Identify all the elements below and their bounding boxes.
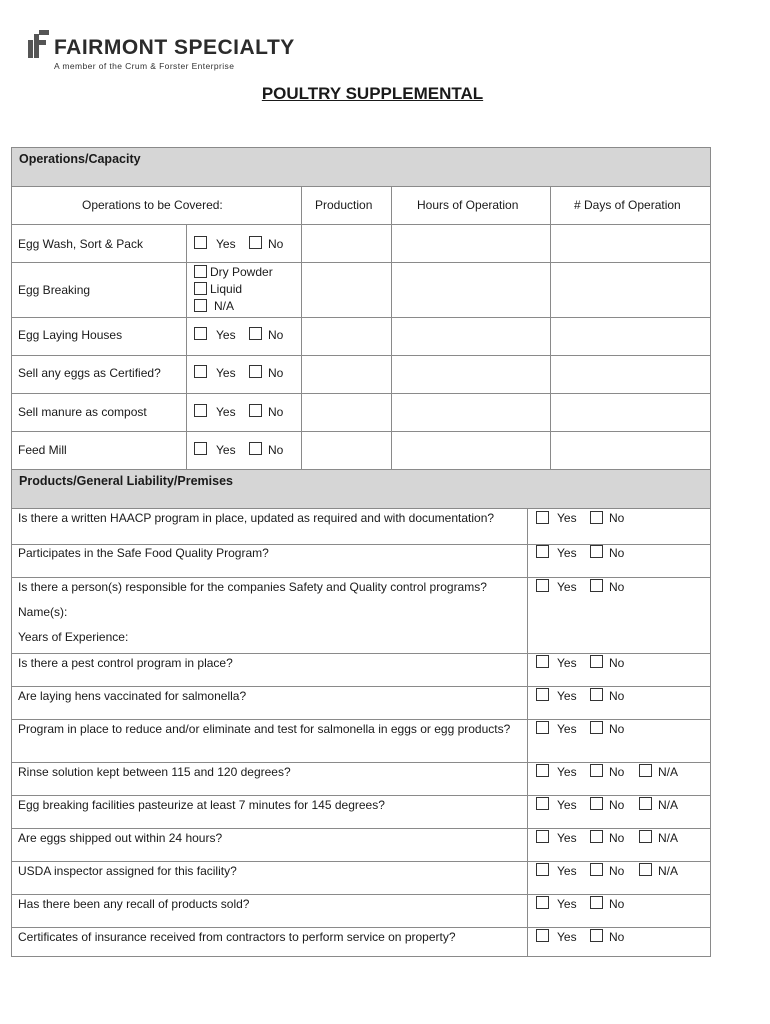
col-header-production: Production <box>315 198 373 212</box>
option-label: N/A <box>658 798 679 812</box>
option-label: No <box>609 580 625 594</box>
checkbox-no[interactable] <box>590 655 603 668</box>
checkbox-no[interactable] <box>590 764 603 777</box>
option-label: No <box>609 930 625 944</box>
question-text: Egg breaking facilities pasteurize at least 7 minutes for 145 degrees? <box>18 798 385 812</box>
option-label: No <box>268 405 284 419</box>
option-label: Yes <box>557 511 577 525</box>
option-label: Yes <box>557 722 577 736</box>
question-text: Participates in the Safe Food Quality Program? <box>18 546 269 560</box>
option-label: No <box>609 511 625 525</box>
question-text: Rinse solution kept between 115 and 120 degrees? <box>18 765 291 779</box>
ops-row-label: Egg Wash, Sort & Pack <box>18 237 143 251</box>
ops-row-label: Sell manure as compost <box>18 405 147 419</box>
option-label: Yes <box>216 328 236 342</box>
option-label: No <box>609 546 625 560</box>
option-label: No <box>609 689 625 703</box>
checkbox-yes[interactable] <box>194 404 207 417</box>
checkbox-no[interactable] <box>590 511 603 524</box>
col-header-operations: Operations to be Covered: <box>82 198 223 212</box>
option-label: No <box>268 443 284 457</box>
checkbox-yes[interactable] <box>536 511 549 524</box>
checkbox-yes[interactable] <box>194 236 207 249</box>
checkbox-no[interactable] <box>249 236 262 249</box>
question-text: Certificates of insurance received from contractors to perform service on property? <box>18 930 456 944</box>
years-experience-label: Years of Experience: <box>18 630 129 644</box>
section-title-operations: Operations/Capacity <box>19 152 141 166</box>
option-label: No <box>609 864 625 878</box>
names-field-label: Name(s): <box>18 605 68 619</box>
question-text: USDA inspector assigned for this facility? <box>18 864 237 878</box>
checkbox-yes[interactable] <box>536 721 549 734</box>
page-title: POULTRY SUPPLEMENTAL <box>261 84 484 103</box>
ops-row-label: Egg Laying Houses <box>18 328 123 342</box>
checkbox-yes[interactable] <box>536 896 549 909</box>
ops-row-label: Sell any eggs as Certified? <box>18 366 161 380</box>
option-label: No <box>609 722 625 736</box>
option-label: Dry Powder <box>210 265 273 279</box>
option-label: Yes <box>557 864 577 878</box>
checkbox-no[interactable] <box>249 327 262 340</box>
option-label: Yes <box>557 798 577 812</box>
question-text: Is there a pest control program in place? <box>18 656 233 670</box>
question-text: Is there a person(s) responsible for the companies Safety and Quality control programs? <box>18 580 487 594</box>
option-label: No <box>268 366 284 380</box>
checkbox-no[interactable] <box>249 404 262 417</box>
fairmont-logo-icon <box>28 30 50 60</box>
option-label: Yes <box>216 443 236 457</box>
checkbox-no[interactable] <box>590 545 603 558</box>
option-label: No <box>268 328 284 342</box>
option-label: No <box>609 897 625 911</box>
ops-row-label: Feed Mill <box>18 443 67 457</box>
col-header-hours: Hours of Operation <box>417 198 519 212</box>
option-label: Yes <box>216 237 236 251</box>
question-text: Is there a written HAACP program in place, updated as required and with documentation? <box>18 511 495 525</box>
checkbox-dry-powder[interactable] <box>194 265 207 278</box>
checkbox-no[interactable] <box>590 863 603 876</box>
checkbox-na[interactable] <box>639 863 652 876</box>
option-label: Yes <box>557 897 577 911</box>
option-label: Yes <box>557 765 577 779</box>
checkbox-yes[interactable] <box>536 863 549 876</box>
option-label: Yes <box>557 580 577 594</box>
option-label: Yes <box>557 546 577 560</box>
checkbox-yes[interactable] <box>194 442 207 455</box>
question-text: Are laying hens vaccinated for salmonella? <box>18 689 247 703</box>
checkbox-yes[interactable] <box>536 929 549 942</box>
section-header-operations <box>11 147 711 187</box>
checkbox-no[interactable] <box>590 721 603 734</box>
option-label: Liquid <box>210 282 243 296</box>
checkbox-no[interactable] <box>249 365 262 378</box>
checkbox-yes[interactable] <box>536 764 549 777</box>
option-label: N/A <box>658 765 679 779</box>
option-label: Yes <box>216 366 236 380</box>
checkbox-no[interactable] <box>590 579 603 592</box>
checkbox-yes[interactable] <box>536 830 549 843</box>
option-label: No <box>609 765 625 779</box>
checkbox-no[interactable] <box>590 797 603 810</box>
checkbox-yes[interactable] <box>536 797 549 810</box>
checkbox-liquid[interactable] <box>194 282 207 295</box>
option-label: No <box>609 798 625 812</box>
option-label: No <box>609 831 625 845</box>
checkbox-na[interactable] <box>639 797 652 810</box>
checkbox-yes[interactable] <box>194 365 207 378</box>
option-label: No <box>268 237 284 251</box>
option-label: Yes <box>557 930 577 944</box>
checkbox-yes[interactable] <box>536 579 549 592</box>
option-label: Yes <box>216 405 236 419</box>
option-label: N/A <box>214 299 235 313</box>
checkbox-no[interactable] <box>590 688 603 701</box>
brand-tagline: A member of the Crum & Forster Enterprise <box>54 61 235 71</box>
ops-row-label: Egg Breaking <box>18 283 91 297</box>
section-title-products: Products/General Liability/Premises <box>19 474 233 488</box>
checkbox-no[interactable] <box>590 896 603 909</box>
checkbox-no[interactable] <box>590 929 603 942</box>
option-label: N/A <box>658 864 679 878</box>
col-header-days: # Days of Operation <box>574 198 681 212</box>
checkbox-yes[interactable] <box>536 655 549 668</box>
option-label: N/A <box>658 831 679 845</box>
option-label: No <box>609 656 625 670</box>
question-text: Are eggs shipped out within 24 hours? <box>18 831 223 845</box>
checkbox-na[interactable] <box>639 830 652 843</box>
section-header-products <box>11 469 711 509</box>
option-label: Yes <box>557 689 577 703</box>
checkbox-na[interactable] <box>194 299 207 312</box>
checkbox-no[interactable] <box>590 830 603 843</box>
checkbox-yes[interactable] <box>194 327 207 340</box>
checkbox-na[interactable] <box>639 764 652 777</box>
checkbox-no[interactable] <box>249 442 262 455</box>
question-text: Has there been any recall of products sold? <box>18 897 250 911</box>
option-label: Yes <box>557 831 577 845</box>
question-text: Program in place to reduce and/or eliminate and test for salmonella in eggs or egg products? <box>18 722 511 736</box>
checkbox-yes[interactable] <box>536 545 549 558</box>
brand-name: FAIRMONT SPECIALTY <box>54 36 295 59</box>
checkbox-yes[interactable] <box>536 688 549 701</box>
option-label: Yes <box>557 656 577 670</box>
